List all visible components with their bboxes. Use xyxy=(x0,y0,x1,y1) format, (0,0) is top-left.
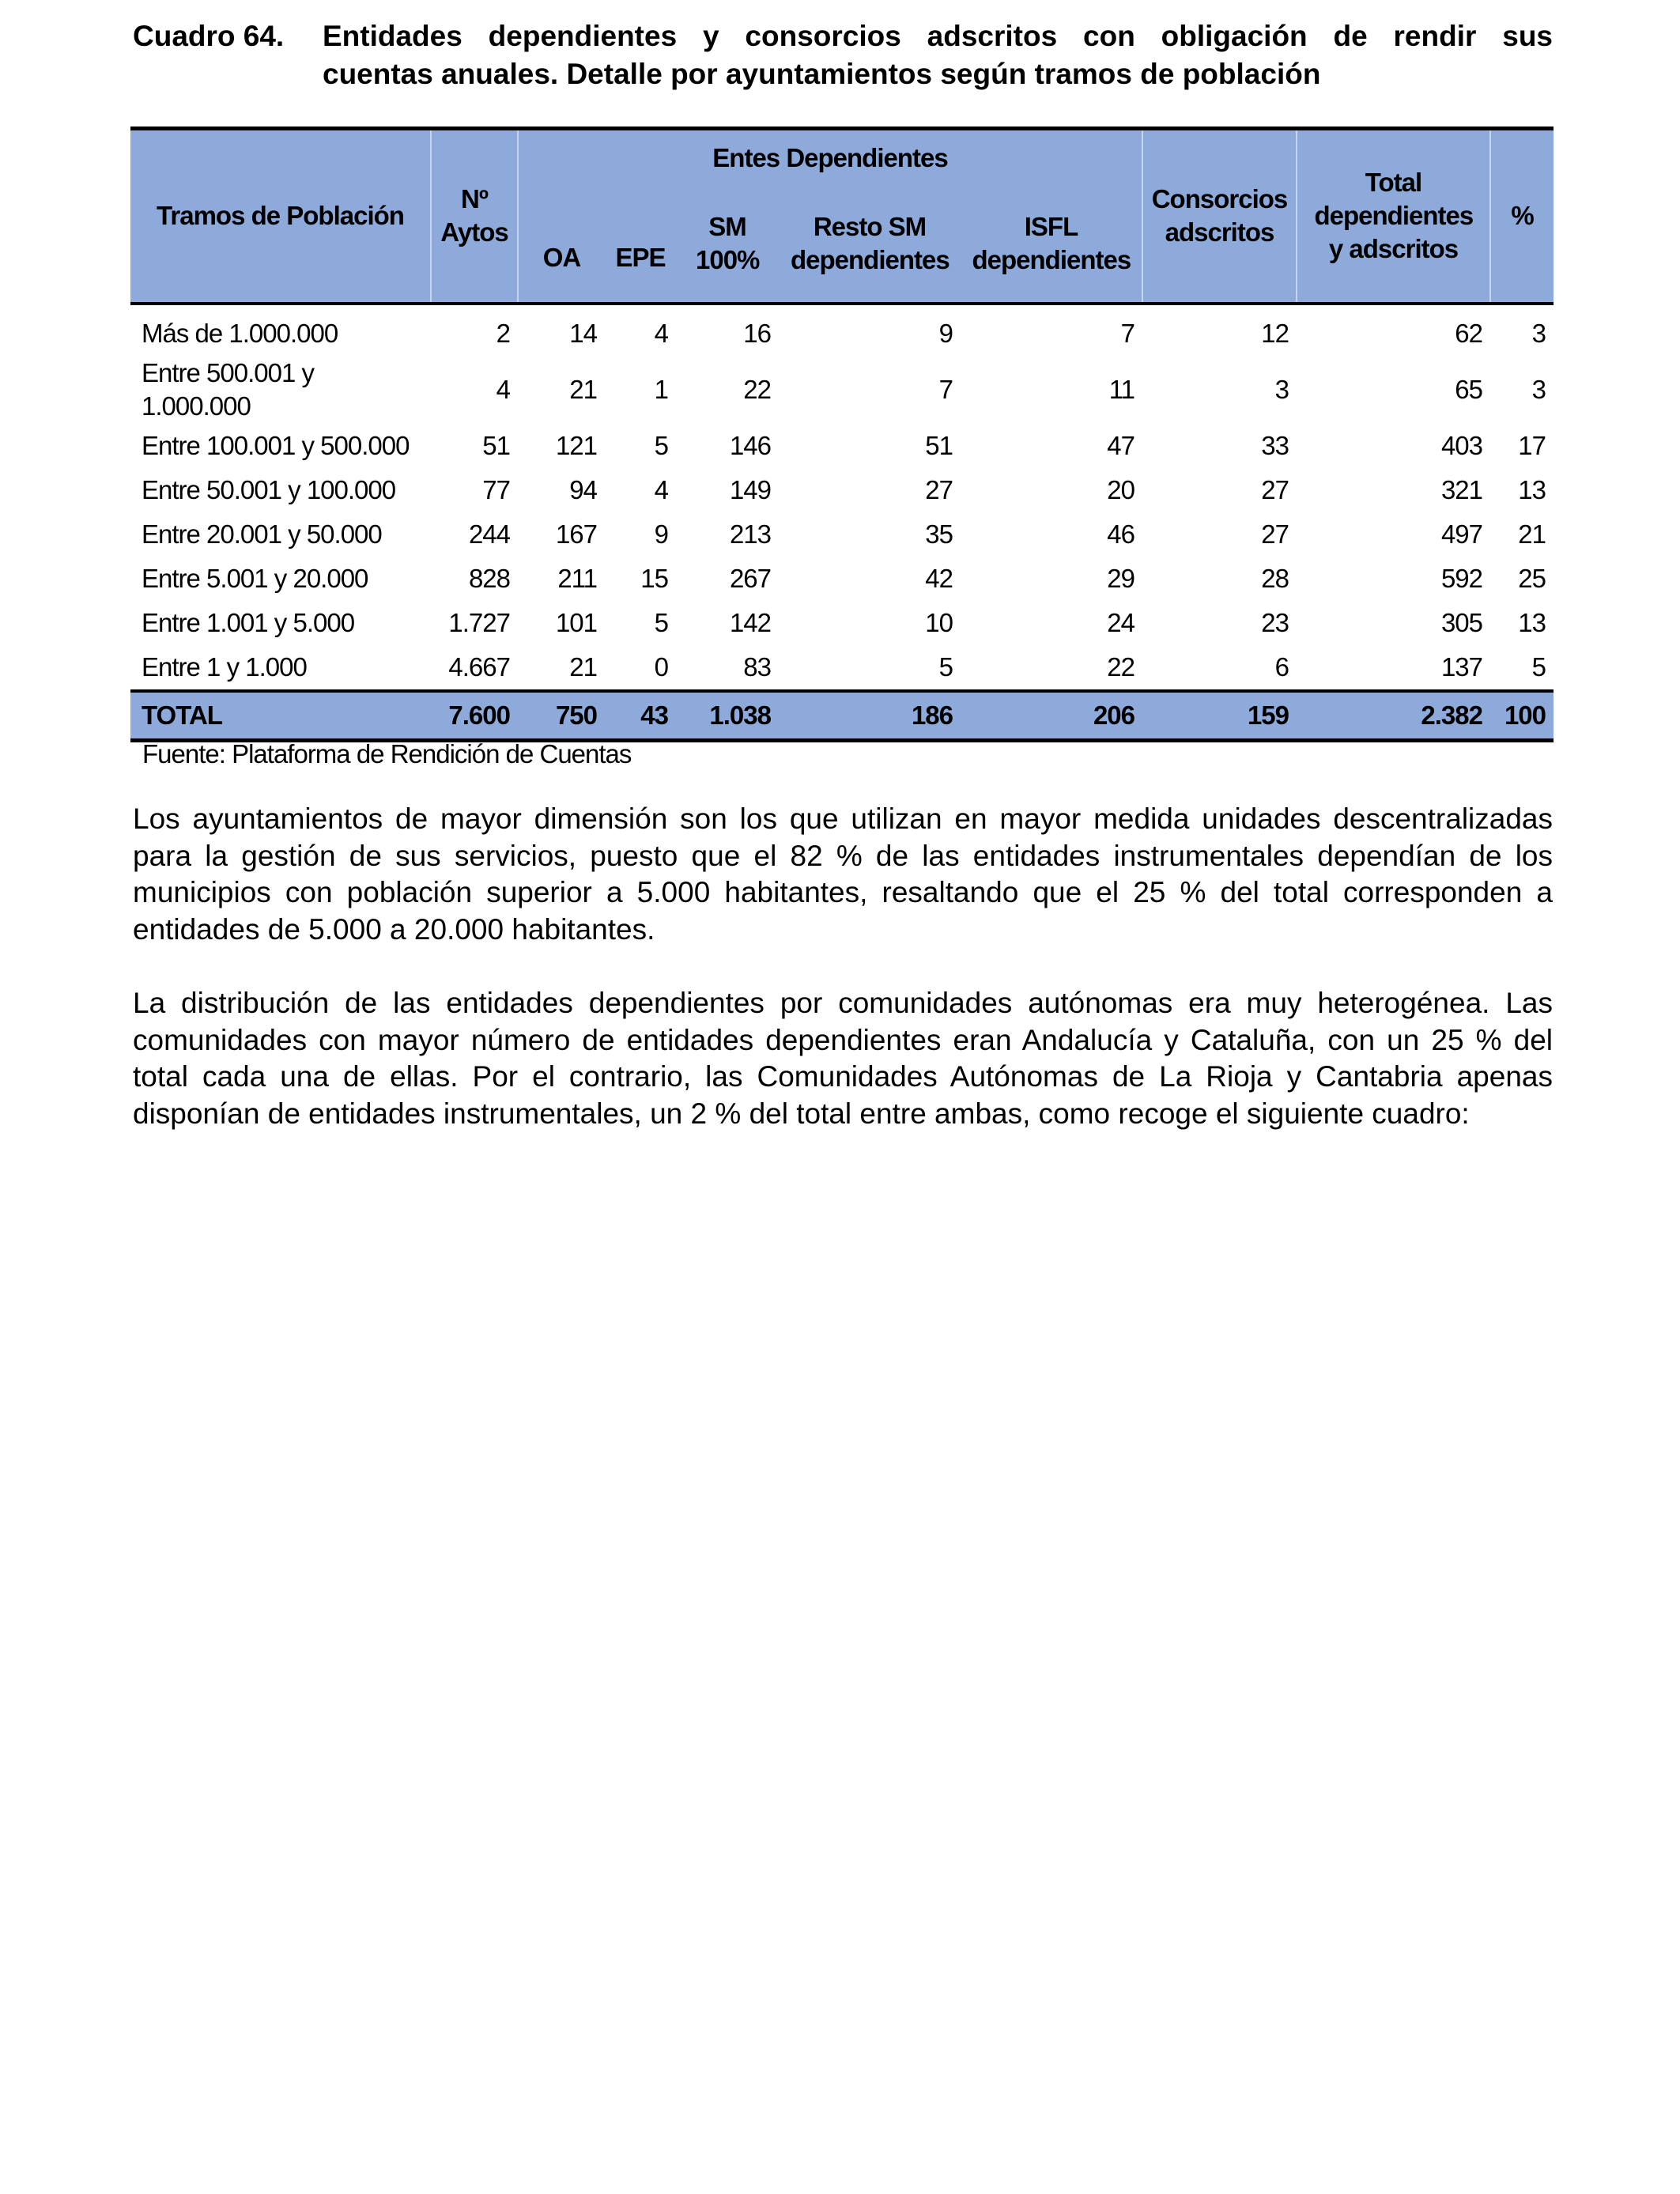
cell-epe: 43 xyxy=(605,691,676,741)
header-aytos xyxy=(431,129,518,304)
cell-tramo: Entre 5.001 y 20.000 xyxy=(142,563,368,593)
cell-pct: 100 xyxy=(1490,691,1554,741)
cell-total: 305 xyxy=(1440,607,1482,637)
cell-aytos: 4.667 xyxy=(448,651,510,682)
cell-pct: 13 xyxy=(1518,474,1546,504)
caption-line-1: Entidades dependientes y consorcios adscritos con obligación de rendir sus xyxy=(323,20,1553,52)
paragraph-2: La distribución de las entidades dependientes por comunidades autónomas era muy heterogénea. Las comunidades con mayor número de entidades dependientes eran Andalucía y Cataluña, con un 25 % del total cada una de ellas. Por el contrario, las Comunidades Autónomas de La Rioja y Cantabria apenas disponían de entidades instrumentales, un 2 % del total entre ambas, como recoge el siguiente cuadro: xyxy=(133,987,1553,1130)
cell-isfl: 20 xyxy=(1107,474,1134,504)
cell-oa: 167 xyxy=(555,519,597,549)
cell-aytos: 77 xyxy=(482,474,510,504)
table-source-note: Fuente: Plataforma de Rendición de Cuentas xyxy=(142,739,632,768)
cell-oa: 211 xyxy=(557,563,597,593)
caption-line-2: cuentas anuales. Detalle por ayuntamientos según tramos de población xyxy=(323,58,1321,90)
header-total xyxy=(1297,129,1490,304)
cell-pct: 3 xyxy=(1531,318,1546,348)
cell-isfl: 47 xyxy=(1107,430,1134,460)
cell-sm100: 267 xyxy=(729,563,771,593)
cell-tramo: Entre 50.001 y 100.000 xyxy=(142,474,396,504)
cell-consorcios: 23 xyxy=(1261,607,1289,637)
cell-isfl: 7 xyxy=(1120,318,1134,348)
cell-aytos: 828 xyxy=(468,563,510,593)
cell-consorcios: 6 xyxy=(1274,651,1289,682)
cell-oa: 121 xyxy=(555,430,597,460)
cell-resto-sm: 51 xyxy=(925,430,953,460)
header-oa: OA xyxy=(518,186,605,304)
cell-tramo: Entre 20.001 y 50.000 xyxy=(142,519,382,549)
cell-epe: 4 xyxy=(654,318,668,348)
table-row xyxy=(130,645,1554,691)
cell-resto-sm: 27 xyxy=(925,474,953,504)
cell-epe: 0 xyxy=(654,651,668,682)
cell-aytos: 51 xyxy=(482,430,510,460)
cell-resto-sm: 35 xyxy=(925,519,953,549)
cell-tramo: Entre 1 y 1.000 xyxy=(142,651,307,682)
header-entes-group: Entes Dependientes xyxy=(518,129,1142,186)
cell-epe: 5 xyxy=(654,430,668,460)
table-row xyxy=(130,424,1554,468)
header-total-text: Total dependientes y adscritos xyxy=(1314,168,1474,264)
cell-aytos: 7.600 xyxy=(431,691,518,741)
cell-sm100: 213 xyxy=(729,519,771,549)
table-caption xyxy=(133,17,1553,93)
cell-pct: 3 xyxy=(1531,374,1546,404)
header-resto-sm-text: Resto SM dependientes xyxy=(791,212,949,274)
header-sm100-text: SM 100% xyxy=(696,212,760,274)
header-aytos-text: Nº Aytos xyxy=(440,184,508,247)
cell-pct: 5 xyxy=(1531,651,1546,682)
header-pct: % xyxy=(1490,129,1554,304)
cell-resto-sm: 9 xyxy=(938,318,953,348)
cell-consorcios: 12 xyxy=(1261,318,1289,348)
cell-consorcios: 27 xyxy=(1261,519,1289,549)
cell-sm100: 146 xyxy=(729,430,771,460)
cell-tramo: TOTAL xyxy=(130,691,431,741)
cell-total: 403 xyxy=(1440,430,1482,460)
cell-isfl: 11 xyxy=(1108,374,1134,404)
cell-total: 137 xyxy=(1440,651,1482,682)
cell-oa: 21 xyxy=(569,651,597,682)
cell-sm100: 16 xyxy=(743,318,771,348)
cell-total: 65 xyxy=(1455,374,1482,404)
cell-epe: 9 xyxy=(654,519,668,549)
cell-epe: 15 xyxy=(640,563,668,593)
table-row xyxy=(130,512,1554,557)
cell-total: 592 xyxy=(1440,563,1482,593)
cell-aytos: 1.727 xyxy=(448,607,510,637)
cell-consorcios: 27 xyxy=(1261,474,1289,504)
cell-resto-sm: 10 xyxy=(925,607,953,637)
cell-aytos: 2 xyxy=(496,318,510,348)
cell-sm100: 142 xyxy=(729,607,771,637)
cell-epe: 4 xyxy=(654,474,668,504)
table-row xyxy=(130,557,1554,601)
cell-resto-sm: 186 xyxy=(779,691,961,741)
cell-oa: 14 xyxy=(569,318,597,348)
cell-isfl: 46 xyxy=(1107,519,1134,549)
cell-resto-sm: 5 xyxy=(938,651,953,682)
cell-consorcios: 28 xyxy=(1261,563,1289,593)
table-row xyxy=(130,601,1554,645)
cell-consorcios: 3 xyxy=(1274,374,1289,404)
cell-consorcios: 159 xyxy=(1142,691,1297,741)
cell-tramo: Más de 1.000.000 xyxy=(142,318,338,348)
cell-total: 62 xyxy=(1455,318,1482,348)
cell-oa: 94 xyxy=(569,474,597,504)
cell-tramo: Entre 1.001 y 5.000 xyxy=(142,607,355,637)
header-isfl-text: ISFL dependientes xyxy=(972,212,1131,274)
cell-resto-sm: 7 xyxy=(938,374,953,404)
paragraph-1: Los ayuntamientos de mayor dimensión son los que utilizan en mayor medida unidades descentralizadas para la gestión de sus servicios, puesto que el 82 % de las entidades instrumentales dependían de los municipios con población superior a 5.000 habitantes, resaltando que el 25 % del total corresponden a entidades de 5.000 a 20.000 habitantes. xyxy=(133,802,1553,946)
cell-tramo-text: Entre 500.001 y 1.000.000 xyxy=(142,357,314,421)
table-row xyxy=(130,468,1554,512)
cell-oa: 21 xyxy=(569,374,597,404)
cell-pct: 13 xyxy=(1518,607,1546,637)
cell-isfl: 24 xyxy=(1107,607,1134,637)
header-epe: EPE xyxy=(605,186,676,304)
cell-oa: 750 xyxy=(518,691,605,741)
cell-total: 2.382 xyxy=(1297,691,1490,741)
cell-pct: 25 xyxy=(1518,563,1546,593)
cell-sm100: 83 xyxy=(743,651,771,682)
cell-aytos: 4 xyxy=(496,374,510,404)
header-sm100 xyxy=(676,186,779,304)
header-resto-sm xyxy=(779,186,961,304)
cell-pct: 17 xyxy=(1518,430,1546,460)
total-row xyxy=(130,691,1554,741)
cell-pct: 21 xyxy=(1518,519,1546,549)
header-tramos: Tramos de Población xyxy=(130,129,431,304)
header-isfl xyxy=(961,186,1142,304)
cell-sm100: 149 xyxy=(729,474,771,504)
entities-table xyxy=(130,127,1554,742)
table-row xyxy=(130,304,1554,356)
cell-total: 497 xyxy=(1440,519,1482,549)
cell-epe: 1 xyxy=(654,374,668,404)
header-consorcios-text: Consorcios adscritos xyxy=(1151,184,1288,247)
cell-consorcios: 33 xyxy=(1261,430,1289,460)
cell-tramo xyxy=(130,356,431,424)
cell-sm100: 1.038 xyxy=(676,691,779,741)
cell-sm100: 22 xyxy=(743,374,771,404)
cell-oa: 101 xyxy=(555,607,597,637)
header-consorcios xyxy=(1142,129,1297,304)
table-row xyxy=(130,356,1554,424)
cell-tramo: Entre 100.001 y 500.000 xyxy=(142,430,410,460)
cell-aytos: 244 xyxy=(468,519,510,549)
cell-total: 321 xyxy=(1440,474,1482,504)
caption-label: Cuadro 64. xyxy=(133,20,285,52)
cell-epe: 5 xyxy=(654,607,668,637)
cell-isfl: 29 xyxy=(1107,563,1134,593)
cell-isfl: 206 xyxy=(961,691,1142,741)
cell-isfl: 22 xyxy=(1107,651,1134,682)
cell-resto-sm: 42 xyxy=(925,563,953,593)
